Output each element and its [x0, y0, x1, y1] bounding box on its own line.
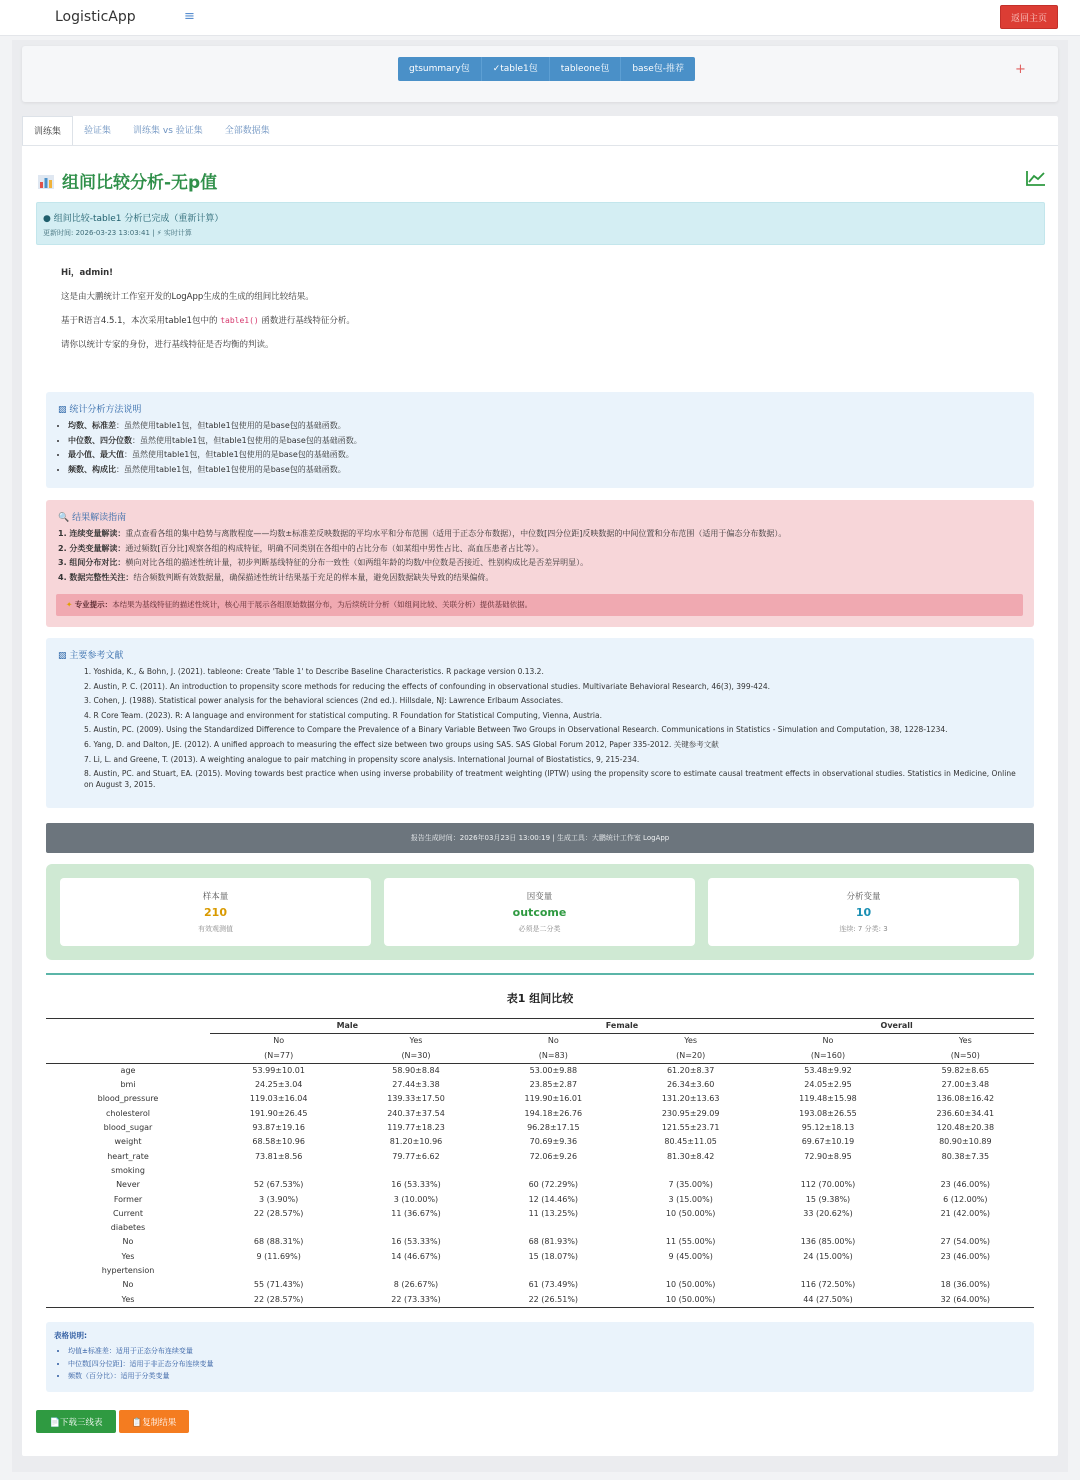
page-title: [38, 168, 217, 193]
list-item: • 频数、构成比：虽然使用table1包，但table1包使用的是base包的基础函数。: [68, 464, 362, 475]
table-cell: 10 (50.00%): [665, 1208, 716, 1218]
table-cell: 80.45±11.05: [664, 1137, 717, 1147]
table-cell: 3 (3.90%): [259, 1194, 299, 1204]
table-cell: 81.30±8.42: [666, 1151, 715, 1161]
copy-result-button[interactable]: 📋复制结果: [119, 1410, 189, 1433]
table-cell: 81.20±10.96: [389, 1137, 443, 1147]
table-cell: 27 (54.00%): [940, 1237, 991, 1247]
table-cell: 79.77±6.62: [392, 1151, 440, 1161]
table-row: [46, 1221, 1034, 1235]
row-label: No: [122, 1237, 134, 1247]
table-cell: 72.90±8.95: [804, 1151, 852, 1161]
group-overall: Overall: [759, 1019, 1034, 1034]
table-cell: 10 (50.00%): [622, 1293, 759, 1308]
table-cell: [347, 1264, 484, 1278]
methods-list: [68, 420, 362, 478]
references-title: ▨ 主要参考文献: [58, 651, 124, 661]
row-label: heart_rate: [107, 1151, 149, 1161]
book-icon: ▨: [58, 651, 67, 661]
card-sub: 有效观测值: [198, 925, 233, 933]
col-n: (N=50): [897, 1049, 1034, 1064]
table-row: [46, 1207, 1034, 1221]
list-item: 3. 组间分布对比：横向对比各组的描述性统计量，初步判断基线特征的分布一致性（如两组年龄的均数/中位数是否接近、性别构成比是否差异明显）。: [58, 558, 589, 567]
table-cell: 136 (85.00%): [800, 1237, 856, 1247]
comparison-table: [46, 1018, 1034, 1308]
table-cell: 44 (27.50%): [759, 1293, 896, 1308]
col-n: (N=20): [622, 1049, 759, 1064]
row-label: No: [122, 1280, 134, 1290]
tab-train[interactable]: 训练集: [22, 116, 73, 146]
table-cell: 119.03±16.04: [249, 1094, 308, 1104]
greeting-line3: 请你以统计专家的身份，进行基线特征是否均衡的判读。: [61, 340, 274, 350]
card-value: 10: [855, 906, 872, 919]
pkg-tableone-button[interactable]: tableone包: [550, 57, 622, 81]
table-cell: 15 (9.38%): [805, 1194, 851, 1204]
pkg-gtsummary-button[interactable]: gtsummary包: [398, 57, 482, 81]
table-cell: 23 (46.00%): [940, 1180, 991, 1190]
table-cell: 3 (10.00%): [393, 1194, 439, 1204]
card-sub: 必须是二分类: [518, 925, 561, 933]
plus-icon[interactable]: +: [1015, 62, 1026, 77]
table-cell: 55 (71.43%): [253, 1280, 304, 1290]
table-cell: 68 (88.31%): [253, 1237, 304, 1247]
list-item: • 中位数[四分位距]：适用于非正态分布连续变量: [68, 1359, 213, 1369]
table-cell: 14 (46.67%): [391, 1251, 441, 1261]
table-cell: [759, 1264, 896, 1278]
table-cell: 93.87±19.16: [252, 1123, 305, 1133]
table-cell: [759, 1164, 896, 1178]
table-cell: 10 (50.00%): [665, 1280, 716, 1290]
table-cell: 11 (13.25%): [528, 1208, 579, 1218]
greeting-line1: 这是由大鹏统计工作室开发的LogApp生成的生成的组间比较结果。: [61, 292, 314, 302]
table-row: [46, 1121, 1034, 1135]
table-cell: 59.82±8.65: [941, 1065, 990, 1075]
greeting-section: [46, 266, 1034, 376]
list-item: 5. Austin, PC. (2009). Using the Standardized Difference to Compare the Prevalence of a Binary Variable Between Two Groups in Observational Research. Communications in Statistics - Simulation and Computation, 38, 1228-1234.: [84, 725, 948, 735]
table-cell: 22 (28.57%): [253, 1208, 304, 1218]
table-cell: 60 (72.29%): [528, 1180, 579, 1190]
table-cell: [622, 1264, 759, 1278]
table-title: 表1 组间比较: [506, 992, 574, 1005]
table-cell: [622, 1164, 759, 1178]
table-cell: 11 (55.00%): [665, 1237, 716, 1247]
row-label: hypertension: [101, 1266, 155, 1276]
table-body: [46, 1063, 1034, 1307]
table-cell: 95.12±18.13: [801, 1123, 855, 1133]
table-cell: 23 (46.00%): [940, 1251, 991, 1261]
status-alert: [36, 202, 1045, 245]
table-row: [46, 1235, 1034, 1249]
table-cell: [347, 1164, 484, 1178]
card-label: 分析变量: [846, 892, 881, 902]
table-row: [46, 1178, 1034, 1192]
table-cell: 80.90±10.89: [939, 1137, 992, 1147]
table-cell: [897, 1221, 1034, 1235]
list-item: 2. 分类变量解读：通过频数[百分比]观察各组的构成特征，明确不同类别在各组中的占比分布（如某组中男性占比、高血压患者占比等）。: [58, 543, 544, 553]
table-cell: 61 (73.49%): [528, 1280, 579, 1290]
references-box: [46, 638, 1034, 808]
table-cell: 9 (11.69%): [256, 1251, 301, 1261]
card-value: 210: [204, 906, 227, 919]
table-cell: 9 (45.00%): [668, 1251, 713, 1261]
list-item: • 均数、标准差：虽然使用table1包，但table1包使用的是base包的基础函数。: [68, 420, 362, 431]
table-cell: 72.06±9.26: [529, 1151, 578, 1161]
table-row: [46, 1135, 1034, 1149]
table-cell: 53.99±10.01: [252, 1065, 305, 1075]
col-n: (N=77): [210, 1049, 347, 1064]
group-male: Male: [210, 1019, 485, 1034]
table-cell: 70.69±9.36: [529, 1137, 578, 1147]
table-cell: 116 (72.50%): [800, 1280, 856, 1290]
table-row: [46, 1164, 1034, 1178]
list-item: 8. Austin, PC. and Stuart, EA. (2015). Moving towards best practice when using inverse probability of treatment weighting (IPTW) using the propensity score to estimate causal treatment effects in observational studies. Statistics in Medicine, Online on August 3, 2015.: [84, 769, 1016, 790]
table-cell: 68.58±10.96: [252, 1137, 305, 1147]
table-cell: 119.90±16.01: [524, 1094, 583, 1104]
table-cell: 7 (35.00%): [668, 1180, 713, 1190]
table-cell: 22 (26.51%): [485, 1293, 622, 1308]
table-cell: 191.90±26.45: [249, 1108, 308, 1118]
table-cell: 53.00±9.88: [529, 1065, 578, 1075]
table-sub-header: [46, 1034, 1034, 1049]
table-cell: 27.44±3.38: [392, 1080, 440, 1090]
table-cell: 194.18±26.76: [524, 1108, 583, 1118]
row-label: Yes: [46, 1293, 210, 1308]
table-group-header: [46, 1019, 1034, 1034]
table-cell: 119.48±15.98: [799, 1094, 857, 1104]
table-notes: [46, 1322, 1034, 1392]
table-cell: 22 (28.57%): [210, 1293, 347, 1308]
table-cell: 69.67±10.19: [801, 1137, 855, 1147]
table-cell: [485, 1264, 622, 1278]
list-item: 3. Cohen, J. (1988). Statistical power analysis for the behavioral sciences (2nd ed.). Hillsdale, NJ: Lawrence Erlbaum Associates.: [84, 696, 564, 706]
table-cell: [210, 1164, 347, 1178]
table-cell: 3 (15.00%): [668, 1194, 713, 1204]
card-label: 因变量: [526, 892, 553, 902]
tab-validation[interactable]: 验证集: [84, 126, 112, 136]
table-row: [46, 1293, 1034, 1308]
list-item: 1. Yoshida, K., & Bohn, J. (2021). tableone: Create 'Table 1' to Describe Baseline Characteristics. R package version 0.13.2.: [84, 667, 544, 676]
notes-title: 表格说明:: [54, 1331, 87, 1340]
variables-card: [708, 878, 1019, 946]
table-cell: 6 (12.00%): [943, 1194, 988, 1204]
list-item: 1. 连续变量解读：重点查看各组的集中趋势与离散程度——均数±标准差反映数据的平均水平和分布范围（适用于正态分布数据），中位数[四分位距]反映数据的中间位置和分布范围（适用于偏态分布数据）。: [58, 529, 787, 538]
list-item: 7. Li, L. and Greene, T. (2013). A weighting analogue to pair matching in propensity score analysis. International Journal of Biostatistics, 9, 215-234.: [84, 754, 640, 764]
row-label: Never: [116, 1180, 140, 1190]
table-cell: 121.55±23.71: [661, 1123, 720, 1133]
table-cell: 15 (18.07%): [528, 1251, 579, 1261]
bar-chart-icon: [38, 175, 54, 189]
table-cell: 80.38±7.35: [941, 1151, 990, 1161]
app-brand[interactable]: LogisticApp: [55, 9, 136, 25]
menu-toggle-icon[interactable]: ≡: [184, 9, 195, 24]
table-cell: 24.05±2.95: [804, 1080, 852, 1090]
guide-title: 🔍 结果解读指南: [58, 513, 127, 523]
outcome-card: [384, 878, 695, 946]
table-cell: 18 (36.00%): [940, 1280, 991, 1290]
table-cell: [759, 1221, 896, 1235]
row-label: bmi: [120, 1080, 136, 1090]
back-home-button[interactable]: 返回主页: [1000, 5, 1058, 29]
card-label: 样本量: [202, 892, 229, 902]
list-item: 6. Yang, D. and Dalton, JE. (2012). A unified approach to measuring the effect size between two groups using SAS. SAS Global Forum 2012, Paper 335-2012. 关键参考文献: [84, 739, 719, 749]
table-cell: [897, 1164, 1034, 1178]
col-label: Yes: [684, 1036, 698, 1046]
notes-list: [68, 1346, 213, 1384]
table-cell: [622, 1221, 759, 1235]
col-n: (N=83): [485, 1049, 622, 1064]
table-cell: 22 (73.33%): [347, 1293, 484, 1308]
line-chart-icon[interactable]: [1026, 170, 1046, 186]
table-cell: 61.20±8.37: [666, 1065, 715, 1075]
list-item: 2. Austin, P. C. (2011). An introduction to propensity score methods for reducing the effects of confounding in observational studies. Multivariate Behavioral Research, 46(3), 399-424.: [84, 681, 770, 691]
references-list: [84, 666, 1024, 794]
table-row: [46, 1092, 1034, 1106]
table-cell: [485, 1221, 622, 1235]
group-female: Female: [485, 1019, 760, 1034]
greeting-line2: 基于R语言4.5.1，本次采用table1包中的 table1() 函数进行基线特征分析。: [61, 316, 355, 326]
col-n: (N=30): [347, 1049, 484, 1064]
guide-box: [46, 500, 1034, 627]
top-navbar: [0, 0, 1080, 36]
table-cell: 24 (15.00%): [803, 1251, 853, 1261]
table-cell: 16 (53.33%): [391, 1237, 441, 1247]
row-label: diabetes: [110, 1223, 146, 1233]
row-label: weight: [114, 1137, 142, 1147]
table-cell: 16 (53.33%): [391, 1180, 441, 1190]
table-cell: 11 (36.67%): [391, 1208, 441, 1218]
divider: [46, 973, 1034, 975]
check-circle-icon: ●: [43, 214, 51, 224]
pro-tip: ✦ 专业提示：本结果为基线特征的描述性统计，核心用于展示各组原始数据分布，为后续统计分析（如组间比较、关联分析）提供基础依据。: [56, 594, 1023, 616]
table-cell: 23.85±2.87: [529, 1080, 578, 1090]
row-label: Yes: [121, 1251, 135, 1261]
table-cell: 52 (67.53%): [253, 1180, 304, 1190]
list-item: • 频数（百分比）：适用于分类变量: [68, 1371, 213, 1381]
table-cell: 136.08±16.42: [936, 1094, 995, 1104]
table-row: [46, 1250, 1034, 1264]
table-row: [46, 1193, 1034, 1207]
table-row: [46, 1150, 1034, 1164]
list-item: • 均值±标准差：适用于正态分布连续变量: [68, 1346, 213, 1356]
table-cell: 96.28±17.15: [527, 1123, 580, 1133]
chart-icon: ▨: [58, 405, 67, 415]
status-message: ● 组间比较-table1 分析已完成（重新计算）: [43, 214, 224, 224]
table-cell: 193.08±26.55: [799, 1108, 857, 1118]
list-item: • 最小值、最大值：虽然使用table1包，但table1包使用的是base包的基础函数。: [68, 449, 362, 460]
table-cell: 53.48±9.92: [804, 1065, 852, 1075]
row-label: Former: [113, 1194, 143, 1204]
table-cell: 139.33±17.50: [387, 1094, 445, 1104]
tab-train-vs-validation[interactable]: 训练集 vs 验证集: [133, 126, 203, 136]
table-cell: 32 (64.00%): [897, 1293, 1034, 1308]
table-cell: 58.90±8.84: [392, 1065, 440, 1075]
table-n-header: [46, 1049, 1034, 1064]
col-label: No: [822, 1036, 834, 1046]
dataset-tabs: [22, 116, 281, 146]
col-label: Yes: [958, 1036, 972, 1046]
row-label: cholesterol: [106, 1108, 150, 1118]
table-cell: 8 (26.67%): [393, 1280, 439, 1290]
row-label: blood_pressure: [97, 1094, 159, 1104]
page-title-text: 组间比较分析-无p值: [62, 173, 218, 193]
guide-list: [58, 528, 786, 586]
row-label: blood_sugar: [103, 1123, 153, 1133]
row-label: smoking: [111, 1165, 145, 1175]
table-cell: 119.77±18.23: [387, 1123, 445, 1133]
search-icon: 🔍: [58, 513, 70, 523]
col-label: No: [547, 1036, 559, 1046]
table-cell: 240.37±37.54: [387, 1108, 445, 1118]
table-cell: 24.25±3.04: [254, 1080, 303, 1090]
table-cell: 112 (70.00%): [800, 1180, 856, 1190]
tab-all-data[interactable]: 全部数据集: [224, 126, 270, 136]
table-cell: 230.95±29.09: [661, 1108, 720, 1118]
table-cell: [210, 1221, 347, 1235]
report-info-bar: 报告生成时间：2026年03月23日 13:00:19 | 生成工具：大鹏统计工作室 LogApp: [46, 823, 1034, 853]
col-label: Yes: [409, 1036, 423, 1046]
table-cell: 26.34±3.60: [666, 1080, 715, 1090]
function-code: table1(): [220, 316, 259, 325]
pkg-table1-button[interactable]: ✓table1包: [482, 57, 550, 81]
table-cell: 12 (14.46%): [528, 1194, 579, 1204]
tab-divider: [22, 145, 1058, 146]
table-cell: 73.81±8.56: [254, 1151, 303, 1161]
pkg-base-button[interactable]: base包-推荐: [632, 64, 685, 74]
table-row: [46, 1107, 1034, 1121]
col-label: No: [273, 1036, 285, 1046]
methods-title: ▨ 统计分析方法说明: [58, 405, 142, 415]
list-item: 4. 数据完整性关注：结合频数判断有效数据量，确保描述性统计结果基于充足的样本量，避免因数据缺失导致的结果偏倚。: [58, 572, 494, 582]
table-cell: [897, 1264, 1034, 1278]
table-row: [46, 1078, 1034, 1092]
col-n: (N=160): [759, 1049, 896, 1064]
list-item: • 中位数、四分位数：虽然使用table1包，但table1包使用的是base包的基础函数。: [68, 435, 362, 446]
summary-cards: [46, 864, 1034, 960]
table-cell: 236.60±34.41: [936, 1108, 995, 1118]
status-meta: 更新时间: 2026-03-23 13:03:41 | ⚡ 实时计算: [43, 229, 192, 237]
table-cell: 33 (20.62%): [803, 1208, 853, 1218]
row-label: age: [120, 1065, 136, 1075]
download-table-button[interactable]: 📄下载三线表: [36, 1410, 116, 1433]
table-cell: 120.48±20.38: [936, 1123, 995, 1133]
table-cell: [485, 1164, 622, 1178]
table-cell: [347, 1221, 484, 1235]
sample-size-card: [60, 878, 371, 946]
greeting-hi: Hi，admin!: [61, 268, 114, 278]
package-button-group: [398, 57, 695, 81]
list-item: 4. R Core Team. (2023). R: A language and environment for statistical computing. R Foundation for Statistical Computing, Vienna, Austria.: [84, 710, 602, 720]
row-label: Current: [112, 1208, 144, 1218]
card-value: outcome: [512, 906, 567, 919]
table-row: [46, 1063, 1034, 1078]
table-cell: 68 (81.93%): [528, 1237, 579, 1247]
card-sub: 连续: 7 分类: 3: [839, 925, 888, 933]
table-cell: [210, 1264, 347, 1278]
table-cell: 27.00±3.48: [941, 1080, 990, 1090]
table-cell: 21 (42.00%): [940, 1208, 991, 1218]
table-cell: 131.20±13.63: [661, 1094, 720, 1104]
table-row: [46, 1264, 1034, 1278]
table-row: [46, 1278, 1034, 1292]
lightbulb-icon: ✦: [66, 600, 73, 609]
methods-box: [46, 392, 1034, 488]
